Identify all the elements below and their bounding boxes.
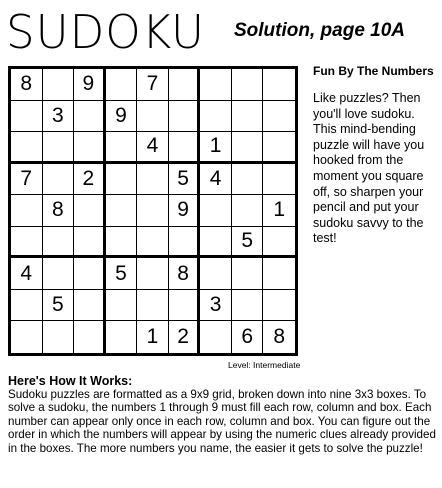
sudoku-cell[interactable] — [74, 195, 106, 227]
sudoku-cell[interactable] — [11, 195, 43, 227]
sudoku-cell[interactable]: 8 — [273, 325, 286, 349]
sudoku-cell[interactable]: 1 — [137, 321, 169, 353]
sudoku-cell[interactable] — [11, 101, 43, 133]
sudoku-cell[interactable] — [74, 227, 106, 259]
sudoku-cell[interactable] — [263, 227, 295, 259]
sudoku-cell[interactable] — [200, 195, 232, 227]
sudoku-cell[interactable] — [43, 258, 75, 290]
sudoku-cell[interactable] — [106, 132, 138, 164]
sudoku-cell[interactable] — [169, 69, 201, 101]
sudoku-cell[interactable] — [137, 101, 169, 133]
sudoku-cell[interactable]: 6 — [232, 321, 264, 353]
sudoku-cell[interactable] — [200, 101, 232, 133]
sudoku-cell[interactable] — [200, 258, 232, 290]
sudoku-cell[interactable] — [169, 101, 201, 133]
sudoku-cell[interactable]: 8 — [11, 69, 43, 101]
sudoku-cell[interactable]: 4 — [200, 164, 232, 196]
sudoku-cell[interactable] — [169, 290, 201, 322]
sudoku-cell[interactable] — [232, 132, 264, 164]
solution-reference: Solution, page 10A — [234, 20, 406, 41]
instructions — [8, 374, 440, 455]
sudoku-cell[interactable]: 4 — [137, 132, 169, 164]
instructions-body: Sudoku puzzles are formatted as a 9x9 grid, broken down into nine 3x3 boxes. To solve a sudoku, the numbers 1 through 9 must fill each row, column and box. Each number can appear only once in each row, column and box. You can figure out the order in which the numbers will appear by using the numeric clues already provided in the boxes. The more numbers you name, the easier it gets to solve the puzzle! — [8, 388, 436, 455]
sudoku-cell[interactable] — [43, 69, 75, 101]
sudoku-cell[interactable] — [263, 69, 295, 101]
sudoku-cell[interactable] — [200, 321, 232, 353]
sudoku-cell[interactable] — [74, 290, 106, 322]
sudoku-cell[interactable] — [232, 258, 264, 290]
sudoku-cell[interactable] — [106, 227, 138, 259]
sudoku-cell[interactable] — [11, 321, 43, 353]
sudoku-cell[interactable] — [106, 195, 138, 227]
sudoku-cell[interactable]: 2 — [169, 321, 201, 353]
sudoku-cell[interactable] — [263, 258, 295, 290]
sudoku-cell[interactable] — [74, 321, 106, 353]
sudoku-cell[interactable]: 9 — [74, 69, 106, 101]
sudoku-cell[interactable]: 3 — [43, 101, 75, 133]
sudoku-cell[interactable]: 3 — [200, 290, 232, 322]
sudoku-cell[interactable] — [43, 132, 75, 164]
sudoku-cell[interactable] — [11, 132, 43, 164]
sudoku-cell[interactable] — [43, 321, 75, 353]
sudoku-cell[interactable] — [263, 132, 295, 164]
sudoku-cell[interactable]: 9 — [106, 101, 138, 133]
sudoku-cell[interactable] — [106, 69, 138, 101]
sudoku-cell[interactable]: 1 — [200, 132, 232, 164]
sudoku-cell[interactable] — [232, 101, 264, 133]
sudoku-cell[interactable] — [263, 290, 295, 322]
sudoku-cell[interactable] — [43, 227, 75, 259]
sudoku-cell[interactable]: 5 — [106, 258, 138, 290]
sudoku-cell[interactable] — [200, 69, 232, 101]
sidebar-title: Fun By The Numbers — [313, 64, 434, 78]
sudoku-cell[interactable] — [137, 258, 169, 290]
sudoku-cell[interactable]: 4 — [11, 258, 43, 290]
sudoku-cell[interactable] — [74, 101, 106, 133]
sudoku-cell[interactable]: 8 — [43, 195, 75, 227]
sidebar — [313, 64, 438, 247]
sudoku-cell[interactable] — [232, 290, 264, 322]
sudoku-cell[interactable] — [74, 132, 106, 164]
sudoku-cell[interactable] — [169, 227, 201, 259]
sudoku-cell[interactable] — [263, 101, 295, 133]
sudoku-logo: SUDOKU — [6, 5, 206, 59]
sudoku-cell[interactable] — [74, 258, 106, 290]
sudoku-cell[interactable] — [200, 227, 232, 259]
sudoku-cell[interactable] — [137, 290, 169, 322]
instructions-title: Here's How It Works: — [8, 374, 133, 388]
sudoku-cell[interactable] — [11, 290, 43, 322]
sudoku-cell[interactable] — [169, 132, 201, 164]
sudoku-cell[interactable]: 5 — [43, 290, 75, 322]
sudoku-cell[interactable]: 5 — [169, 164, 201, 196]
sidebar-body: Like puzzles? Then you'll love sudoku. This mind-bending puzzle will have you hooked from the moment you square off, so sharpen your pencil and put your sudoku savvy to the test! — [313, 91, 425, 246]
sudoku-cell[interactable] — [232, 164, 264, 196]
sudoku-cell[interactable] — [106, 321, 138, 353]
sudoku-cell[interactable] — [11, 227, 43, 259]
sudoku-cell[interactable] — [137, 227, 169, 259]
sudoku-cell[interactable]: 9 — [169, 195, 201, 227]
sudoku-cell[interactable] — [43, 164, 75, 196]
sudoku-cell[interactable]: 8 — [169, 258, 201, 290]
sudoku-cell[interactable] — [232, 195, 264, 227]
difficulty-level: Level: Intermediate — [228, 360, 301, 370]
sudoku-cell[interactable] — [106, 290, 138, 322]
sudoku-cell[interactable] — [232, 69, 264, 101]
sudoku-grid — [8, 66, 298, 356]
sudoku-cell[interactable] — [106, 164, 138, 196]
sudoku-cell[interactable] — [263, 164, 295, 196]
sudoku-cell[interactable]: 7 — [137, 69, 169, 101]
sudoku-cell[interactable]: 5 — [232, 227, 264, 259]
sudoku-cell[interactable]: 1 — [263, 195, 295, 227]
sudoku-cell[interactable]: 2 — [74, 164, 106, 196]
sudoku-cell[interactable] — [137, 164, 169, 196]
sudoku-cell[interactable]: 7 — [11, 164, 43, 196]
header — [4, 4, 438, 60]
sudoku-cell[interactable] — [137, 195, 169, 227]
